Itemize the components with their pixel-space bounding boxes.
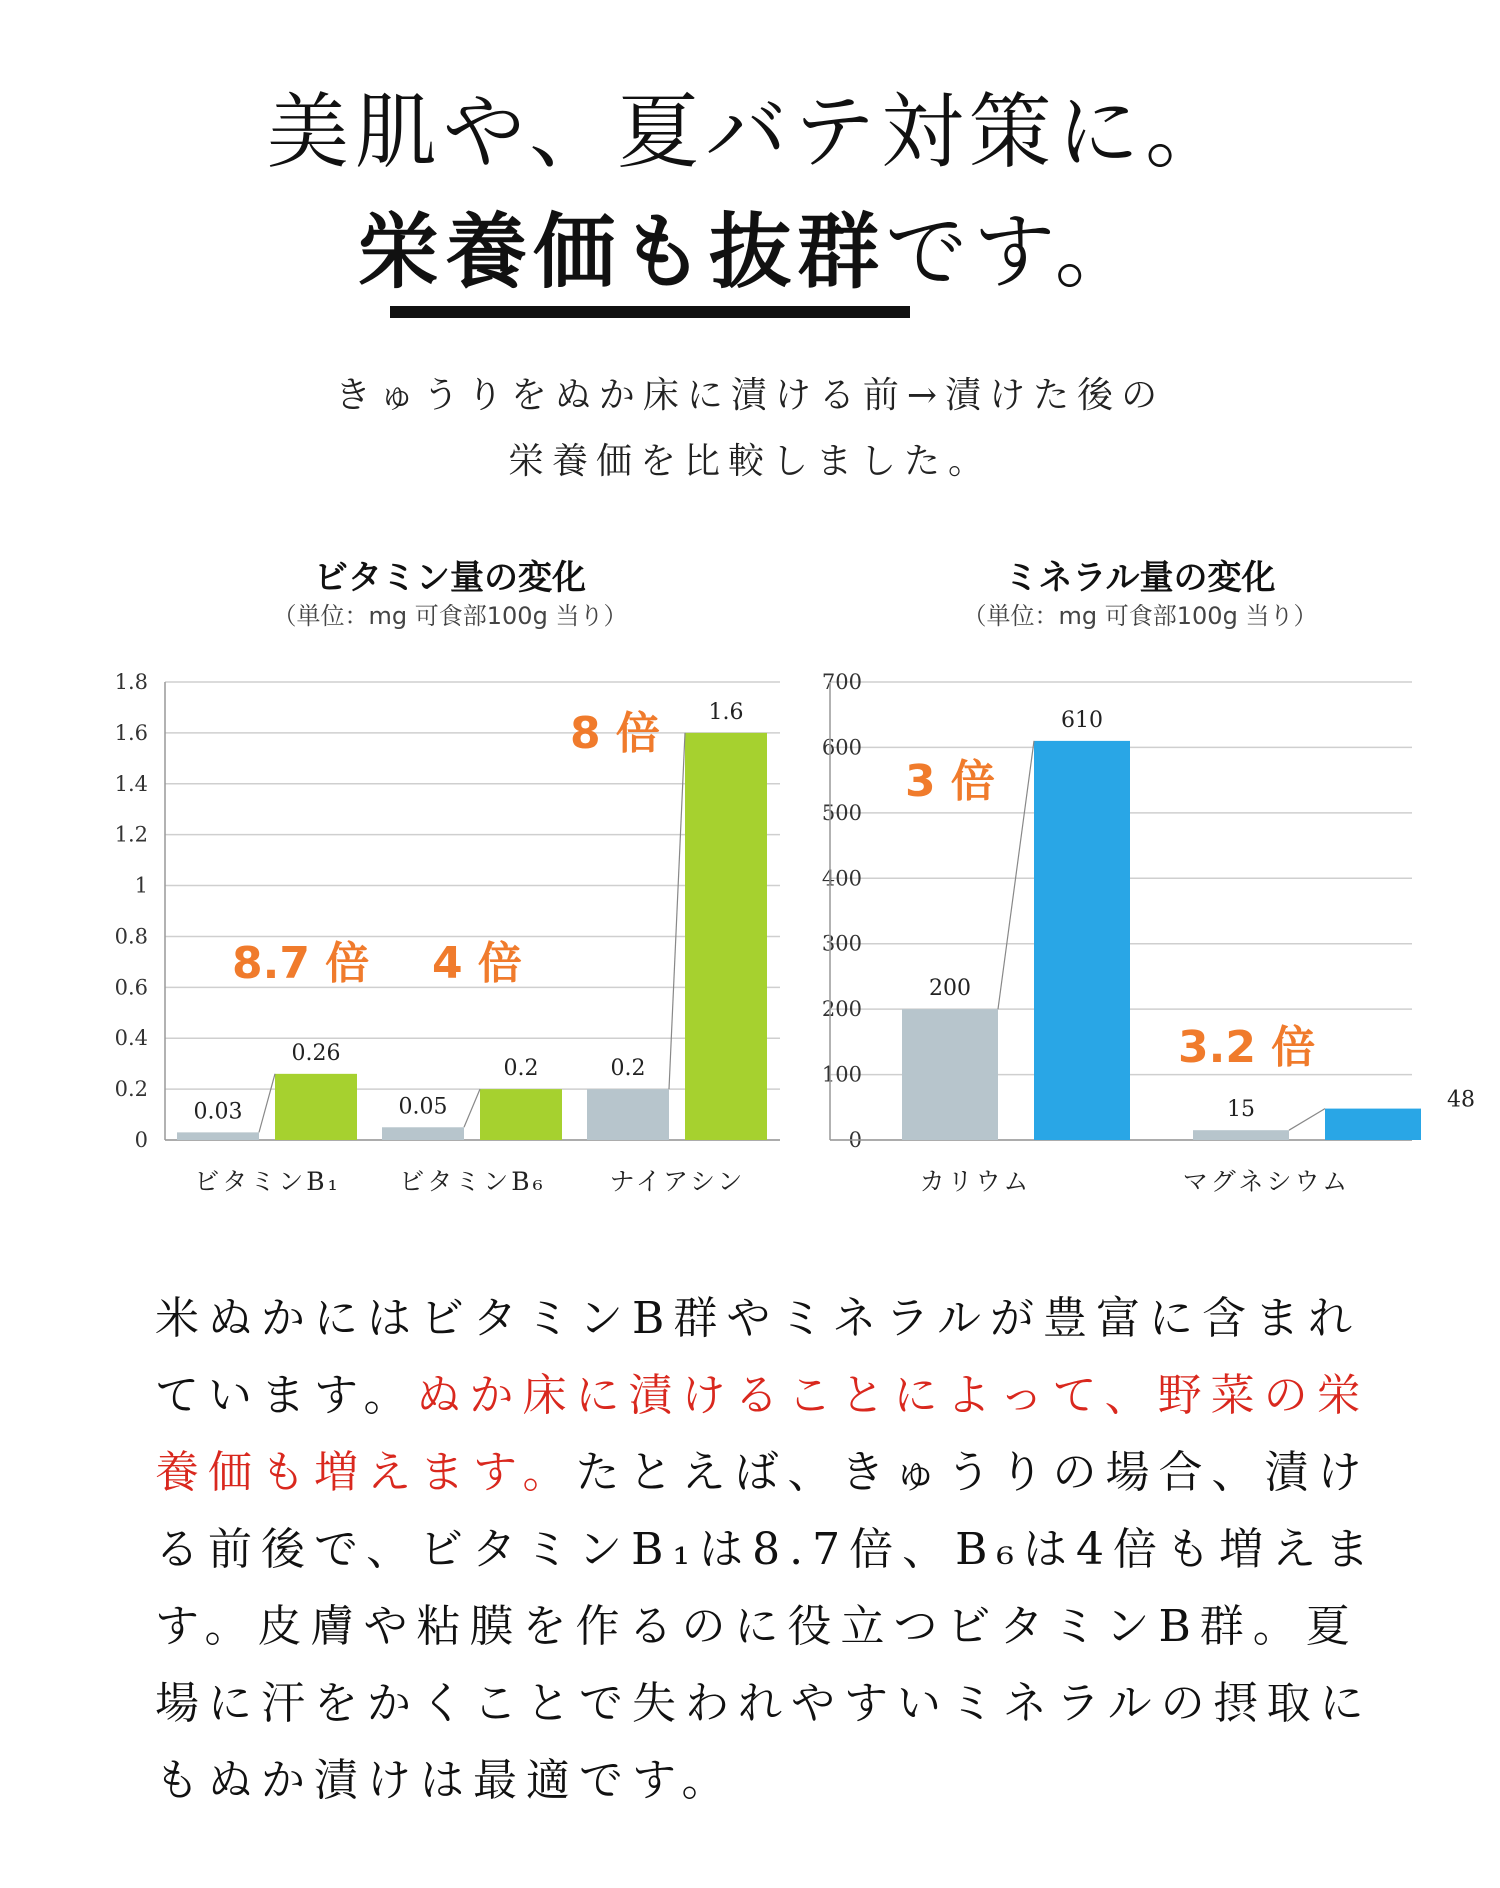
- vitamin-bar-after: [685, 733, 767, 1140]
- mineral-multiplier-label: 3.2 倍: [1178, 1022, 1316, 1073]
- vitamin-y-tick: 0: [134, 1128, 148, 1152]
- mineral-y-tick: 100: [821, 1062, 862, 1087]
- body-text-highlight: ぬか床に漬けることによって、野菜の栄養価も増えます。: [155, 1370, 1370, 1498]
- mineral-y-tick: 300: [821, 931, 862, 956]
- body-text: [155, 1280, 1385, 1819]
- mineral-bar-before: [902, 1009, 998, 1140]
- mineral-value-label: 200: [929, 976, 971, 1002]
- mineral-y-tick: 500: [821, 800, 862, 825]
- vitamin-y-tick: 0.6: [114, 975, 148, 1000]
- mineral-bar-after: [1325, 1109, 1421, 1140]
- vitamin-connector: [669, 733, 685, 1089]
- vitamin-value-label: 0.2: [610, 1056, 646, 1082]
- vitamin-connector: [259, 1074, 275, 1133]
- vitamin-multiplier-label: 8 倍: [570, 708, 660, 759]
- mineral-value-label: 48: [1447, 1087, 1475, 1113]
- headline-line2-rest: です。: [885, 205, 1143, 300]
- mineral-y-tick: 700: [821, 670, 862, 694]
- vitamin-chart-subtitle: （単位：mg 可食部100g 当り）: [272, 602, 628, 630]
- vitamin-value-label: 1.6: [708, 699, 744, 725]
- mineral-y-tick: 200: [821, 997, 862, 1022]
- mineral-y-tick: 400: [821, 866, 862, 891]
- mineral-y-tick: 600: [821, 735, 862, 760]
- vitamin-category-label: ビタミンB₆: [399, 1167, 546, 1196]
- vitamin-value-label: 0.03: [193, 1099, 243, 1125]
- headline-emphasis: 栄養価も抜群: [357, 205, 886, 300]
- mineral-bar-before: [1193, 1130, 1289, 1140]
- vitamin-y-tick: 1.6: [114, 720, 148, 745]
- vitamin-value-label: 0.05: [398, 1094, 448, 1120]
- mineral-category-label: カリウム: [919, 1167, 1032, 1196]
- vitamin-category-label: ナイアシン: [609, 1167, 746, 1196]
- vitamin-y-tick: 0.8: [114, 924, 148, 949]
- vitamin-multiplier-label: 4 倍: [432, 938, 522, 989]
- vitamin-category-label: ビタミンB₁: [194, 1167, 341, 1196]
- vitamin-bar-before: [587, 1089, 669, 1140]
- intro-line2: 栄養価を比較しました。: [507, 441, 992, 482]
- vitamin-y-tick: 1.4: [114, 771, 148, 796]
- vitamin-bar-after: [275, 1074, 357, 1140]
- mineral-chart-subtitle: （単位：mg 可食部100g 当り）: [962, 602, 1318, 630]
- mineral-value-label: 15: [1227, 1097, 1255, 1123]
- vitamin-bar-before: [382, 1127, 464, 1140]
- vitamin-bar-after: [480, 1089, 562, 1140]
- headline-line1: 美肌や、夏バテ対策に。: [266, 85, 1234, 180]
- body-text-part3: たとえば、きゅうりの場合、漬ける前後で、ビタミンB₁は8.7倍、B₆は4倍も増えます。皮膚や粘膜を作るのに役立つビタミンB群。夏場に汗をかくことで失われやすいミネラルの摂取にもぬか漬けは最適です。: [155, 1447, 1379, 1806]
- mineral-chart-title: ミネラル量の変化: [1004, 558, 1276, 598]
- vitamin-y-tick: 1: [134, 873, 148, 898]
- vitamin-connector: [464, 1089, 480, 1127]
- mineral-bar-after: [1034, 741, 1130, 1140]
- body-text-part1: 米ぬかにはビタミンB群やミネラルが豊富に含まれています。: [155, 1293, 1362, 1421]
- mineral-connector: [998, 741, 1034, 1009]
- mineral-connector: [1289, 1109, 1325, 1131]
- vitamin-value-label: 0.2: [503, 1056, 539, 1082]
- mineral-value-label: 610: [1061, 707, 1103, 733]
- vitamin-y-tick: 0.4: [114, 1026, 148, 1051]
- vitamin-chart-title: ビタミン量の変化: [314, 558, 586, 598]
- intro-line1: きゅうりをぬか床に漬ける前→漬けた後の: [334, 375, 1166, 416]
- mineral-category-label: マグネシウム: [1182, 1167, 1351, 1196]
- vitamin-multiplier-label: 8.7 倍: [232, 938, 370, 989]
- mineral-y-tick: 0: [848, 1128, 862, 1152]
- mineral-multiplier-label: 3 倍: [905, 756, 995, 807]
- vitamin-value-label: 0.26: [291, 1040, 341, 1066]
- vitamin-y-tick: 0.2: [114, 1077, 148, 1102]
- vitamin-y-tick: 1.2: [114, 822, 148, 847]
- vitamin-y-tick: 1.8: [114, 670, 148, 694]
- vitamin-bar-before: [177, 1132, 259, 1140]
